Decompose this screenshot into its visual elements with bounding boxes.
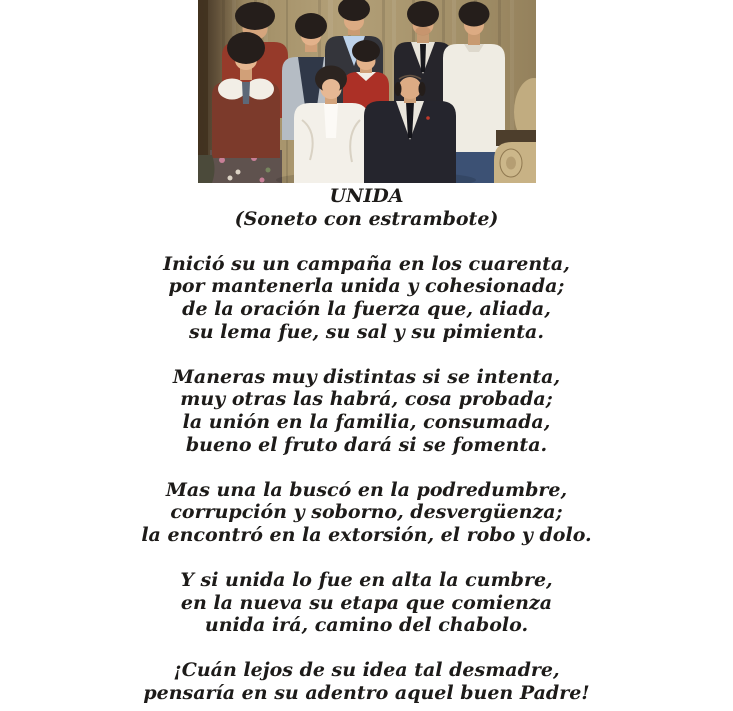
foreground-object-bottom-left (198, 155, 215, 183)
poem-line: de la oración la fuerza que, aliada, (182, 297, 551, 320)
family-photo-illustration (198, 0, 536, 183)
poem-subtitle: (Soneto con estrambote) (234, 207, 499, 230)
poem-line: Y si unida lo fue en alta la cumbre, (180, 569, 553, 592)
poem-line: en la nueva su etapa que comienza (180, 591, 553, 614)
stanza-estrambote (0, 659, 733, 704)
poem-title: UNIDA (329, 185, 404, 207)
poem-line: unida irá, camino del chabolo. (204, 614, 529, 637)
poem-line: Maneras muy distintas si se intenta, (172, 365, 561, 388)
poem-line: ¡Cuán lejos de su idea tal desmadre, (173, 659, 560, 682)
stanza-1 (0, 253, 733, 343)
stanza-2 (0, 366, 733, 456)
poem-line: Mas una la buscó en la podredumbre, (165, 478, 568, 501)
family-photo (198, 0, 536, 183)
poem-line: la unión en la familia, consumada, (182, 410, 551, 433)
poem-line: Inició su un campaña en los cuarenta, (163, 252, 570, 275)
poem-line: su lema fue, su sal y su pimienta. (189, 320, 544, 343)
stanza-3 (0, 479, 733, 547)
poem-line: muy otras las habrá, cosa probada; (180, 388, 553, 411)
poem-header (0, 185, 733, 230)
poem-line: bueno el fruto dará si se fomenta. (185, 433, 548, 456)
poem-line: corrupción y soborno, desvergüenza; (170, 501, 563, 524)
poem-line: pensaría en su adentro aquel buen Padre! (143, 682, 590, 705)
lapel-pin (426, 116, 430, 120)
stanza-4 (0, 569, 733, 637)
poem-line: por mantenerla unida y cohesionada; (168, 275, 565, 298)
poem-line: la encontró en la extorsión, el robo y dolo. (141, 523, 592, 546)
poem (0, 185, 733, 705)
